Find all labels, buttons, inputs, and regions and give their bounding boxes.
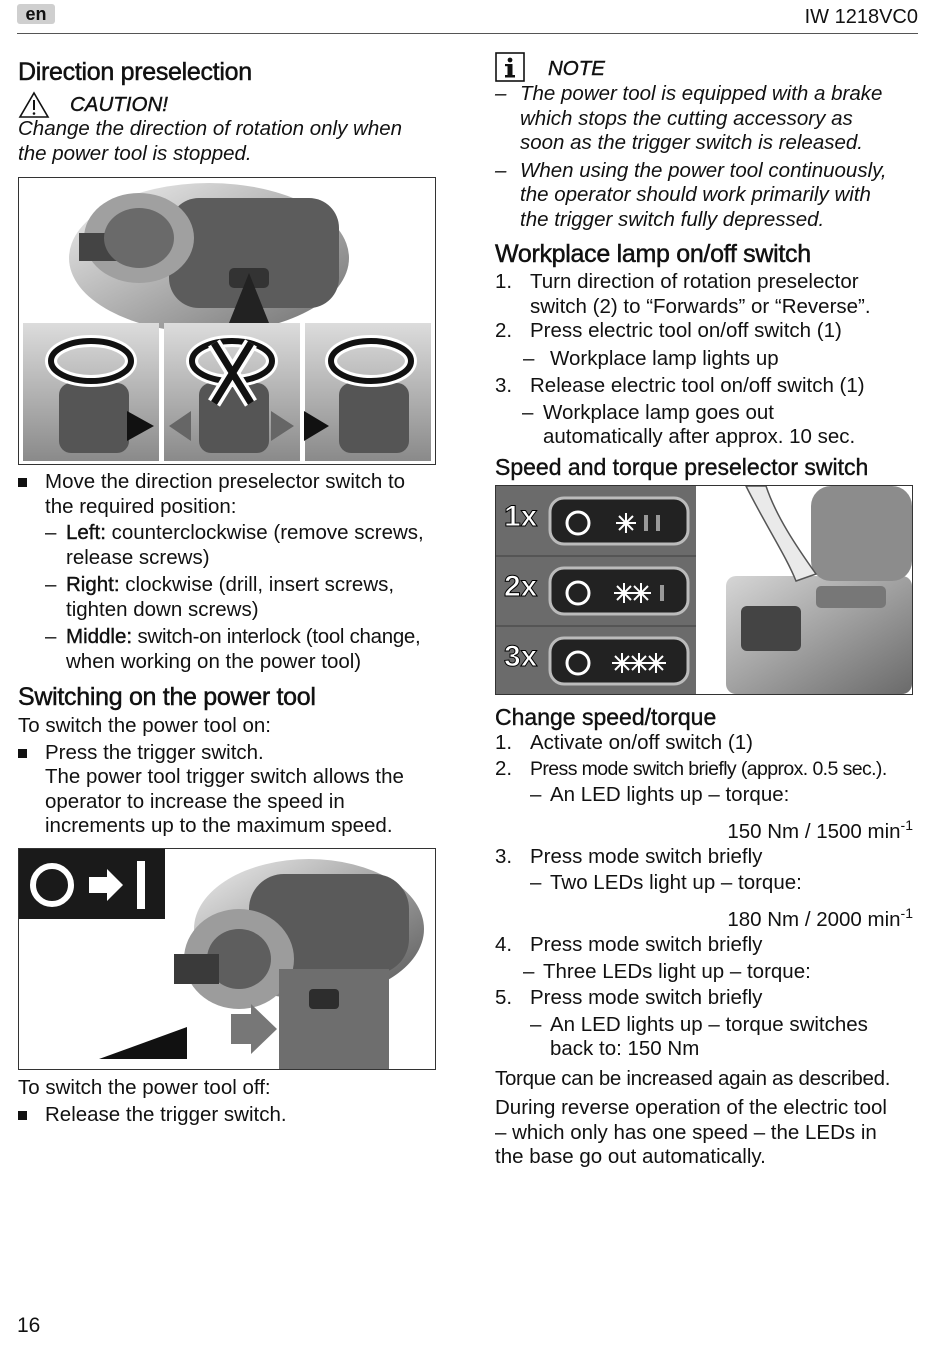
- direction-bullet-list: [18, 470, 443, 674]
- list-item: Press the trigger switch. The power tool trigger switch allows the operator to increase the speed in increments up to the maximum speed.: [18, 741, 443, 839]
- list-item: – Workplace lamp goes out automatically after approx. 10 sec.: [522, 400, 856, 448]
- left-keyword: Left:: [66, 521, 106, 544]
- list-item: 3. Press mode switch briefly: [495, 844, 763, 868]
- change-title: Change speed/torque: [495, 704, 717, 730]
- reverse-note-2: – which only has one speed – the LEDs in: [495, 1120, 877, 1144]
- switch-on-intro: To switch the power tool on:: [18, 714, 271, 737]
- torque-note: Torque can be increased again as described.: [495, 1066, 891, 1090]
- switch-off-block: [18, 1076, 443, 1127]
- caution-label: CAUTION!: [70, 93, 168, 116]
- switching-title: Switching on the power tool: [18, 683, 316, 711]
- mode-label-3x: 3x: [504, 640, 538, 673]
- list-item: – Left: counterclockwise (remove screws, release screws): [45, 521, 424, 569]
- list-item: [18, 470, 443, 519]
- list-item: – Workplace lamp lights up: [523, 346, 779, 370]
- bullet-marker: [18, 1111, 27, 1120]
- list-item: – Two LEDs light up – torque: 180 Nm / 2000 $\min^{-1}$: [530, 871, 913, 931]
- torque-value-1: 150 Nm / 1500 min: [727, 819, 901, 843]
- speed-illustration: [496, 486, 912, 694]
- speed-title: Speed and torque preselector switch: [495, 454, 869, 480]
- note-label: NOTE: [548, 57, 605, 80]
- list-item: 1. Turn direction of rotation preselector switch (2) to “Forwards” or “Reverse”.: [495, 270, 871, 318]
- reverse-note-1: During reverse operation of the electric tool: [495, 1096, 887, 1120]
- trigger-figure: [18, 848, 436, 1070]
- caution-text-1: Change the direction of rotation only when: [18, 117, 403, 140]
- switching-section: [18, 683, 443, 839]
- header-rule: [17, 33, 918, 34]
- list-item: Release the trigger switch.: [18, 1103, 443, 1128]
- speed-section: [495, 454, 925, 481]
- list-item: – Three LEDs light up – torque:: [523, 959, 811, 983]
- mode-label-1x: 1x: [504, 500, 538, 533]
- info-icon: [495, 52, 525, 82]
- page-number: 16: [17, 1314, 41, 1337]
- model-number: IW 1218VC0: [804, 6, 918, 28]
- caution-text-2: the power tool is stopped.: [18, 141, 252, 165]
- change-section: [495, 704, 925, 1170]
- list-item: – An LED lights up – torque: 150 Nm / 1500 $\min^{-1}$: [530, 783, 913, 843]
- list-item: – The power tool is equipped with a brake which stops the cutting accessory as soon as the trigger switch is released.: [495, 82, 883, 154]
- list-item: 2. Press mode switch briefly (approx. 0.5 sec.).: [495, 756, 887, 780]
- list-item: 2. Press electric tool on/off switch (1): [495, 319, 842, 342]
- list-item: 5. Press mode switch briefly: [495, 986, 763, 1010]
- list-item: 1. Activate on/off switch (1): [495, 731, 753, 754]
- list-item: – Right: clockwise (drill, insert screws, tighten down screws): [45, 573, 395, 621]
- bullet-text-1: Move the direction preselector switch to: [45, 470, 406, 493]
- direction-section: [18, 58, 438, 166]
- list-item: – Middle: switch-on interlock (tool change, when working on the power tool): [45, 625, 421, 673]
- note-section: [495, 52, 925, 232]
- list-item: – An LED lights up – torque switches back to: 150 Nm: [530, 1012, 868, 1061]
- bullet-marker: [18, 749, 27, 758]
- direction-switch-illustration: [19, 178, 435, 464]
- switch-off-intro: To switch the power tool off:: [18, 1076, 271, 1099]
- list-item: 3. Release electric tool on/off switch (1): [495, 374, 865, 397]
- speed-figure: [495, 485, 913, 695]
- torque-value-2: 180 Nm / 2000 min: [727, 907, 901, 931]
- lamp-section: [495, 240, 925, 450]
- direction-switch-figure: [18, 177, 436, 465]
- direction-title: Direction preselection: [18, 58, 252, 86]
- mode-label-2x: 2x: [504, 570, 538, 603]
- right-keyword: Right:: [66, 573, 120, 596]
- list-item: 4. Press mode switch briefly: [495, 933, 763, 957]
- middle-keyword: Middle:: [66, 625, 133, 648]
- caution-icon: [18, 91, 50, 119]
- trigger-illustration: [19, 849, 435, 1069]
- lamp-title: Workplace lamp on/off switch: [495, 240, 811, 268]
- bullet-text-2: the required position:: [45, 494, 237, 518]
- list-item: – When using the power tool continuously, the operator should work primarily with the trigger switch fully depressed.: [495, 158, 887, 231]
- language-tab: en: [17, 4, 55, 24]
- reverse-note-3: the base go out automatically.: [495, 1145, 766, 1169]
- bullet-marker: [18, 478, 27, 487]
